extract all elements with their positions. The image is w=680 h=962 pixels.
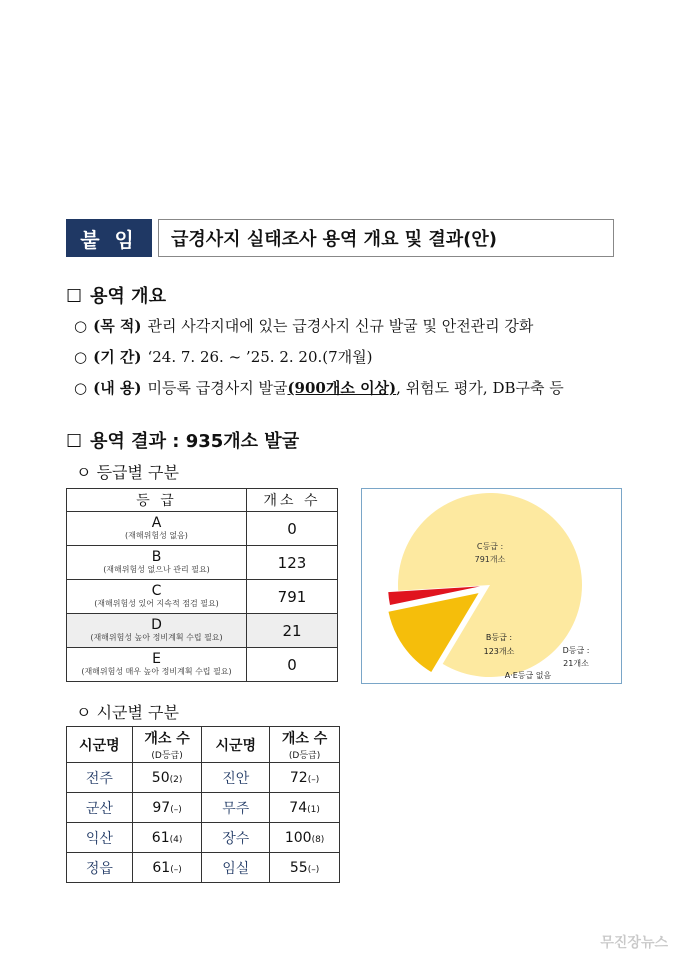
pie-value-b: 123개소 [483,647,515,656]
table-row: A (재해위험성 없음) 0 [67,512,338,546]
purpose-line: ○ (목 적) 관리 사각지대에 있는 급경사지 신규 발굴 및 안전관리 강화 [74,317,534,335]
grade-subheading: ㅇ 등급별 구분 [76,463,179,482]
table-row: B (재해위험성 없으나 관리 필요) 123 [67,546,338,580]
page-title: 급경사지 실태조사 용역 개요 및 결과(안) [158,219,614,257]
table-row: C (재해위험성 있어 지속적 점검 필요) 791 [67,580,338,614]
content-line: ○ (내 용) 미등록 급경사지 발굴(900개소 이상), 위험도 평가, DB구축 등 [74,379,564,397]
watermark-logo: 무진장뉴스 [600,935,668,951]
table-row: 정읍 61(–) 임실 55(–) [67,853,340,883]
pie-value-d: 21개소 [563,659,589,668]
pie-label-c: C등급 : [476,542,504,551]
city-subheading: ㅇ 시군별 구분 [76,703,179,722]
square-bullet-icon: ☐ [66,431,83,452]
period-line: ○ (기 간) ‘24. 7. 26. ~ ’25. 2. 20.(7개월) [74,348,373,366]
results-heading: ☐ 용역 결과 : 935개소 발굴 [66,431,300,452]
table-row: E (재해위험성 매우 높아 정비계획 수립 필요) 0 [67,648,338,682]
pie-value-c: 791개소 [474,555,506,564]
circle-bullet-icon: ○ [74,348,88,366]
grade-pie-chart [361,488,622,684]
square-bullet-icon: ☐ [66,286,83,307]
circle-bullet-icon: ○ [74,379,88,397]
attachment-badge: 붙 임 [66,219,152,257]
table-row: 익산 61(4) 장수 100(8) [67,823,340,853]
pie-label-b: B등급 : [485,633,513,642]
grade-table [66,488,338,682]
pie-label-d: D등급 : [562,646,590,655]
count-header: 개소 수 [247,489,338,512]
pie-note: A·E등급 없음 [504,671,552,680]
table-row: 전주 50(2) 진안 72(–) [67,763,340,793]
city-table [66,726,340,883]
grade-header: 등 급 [67,489,247,512]
table-row: D (재해위험성 높아 정비계획 수립 필요) 21 [67,614,338,648]
overview-heading: ☐ 용역 개요 [66,286,166,307]
circle-bullet-icon: ○ [74,317,88,335]
table-row: 군산 97(–) 무주 74(1) [67,793,340,823]
table-header-row: 시군명 개소 수 (D등급) 시군명 개소 수 (D등급) [67,727,340,763]
